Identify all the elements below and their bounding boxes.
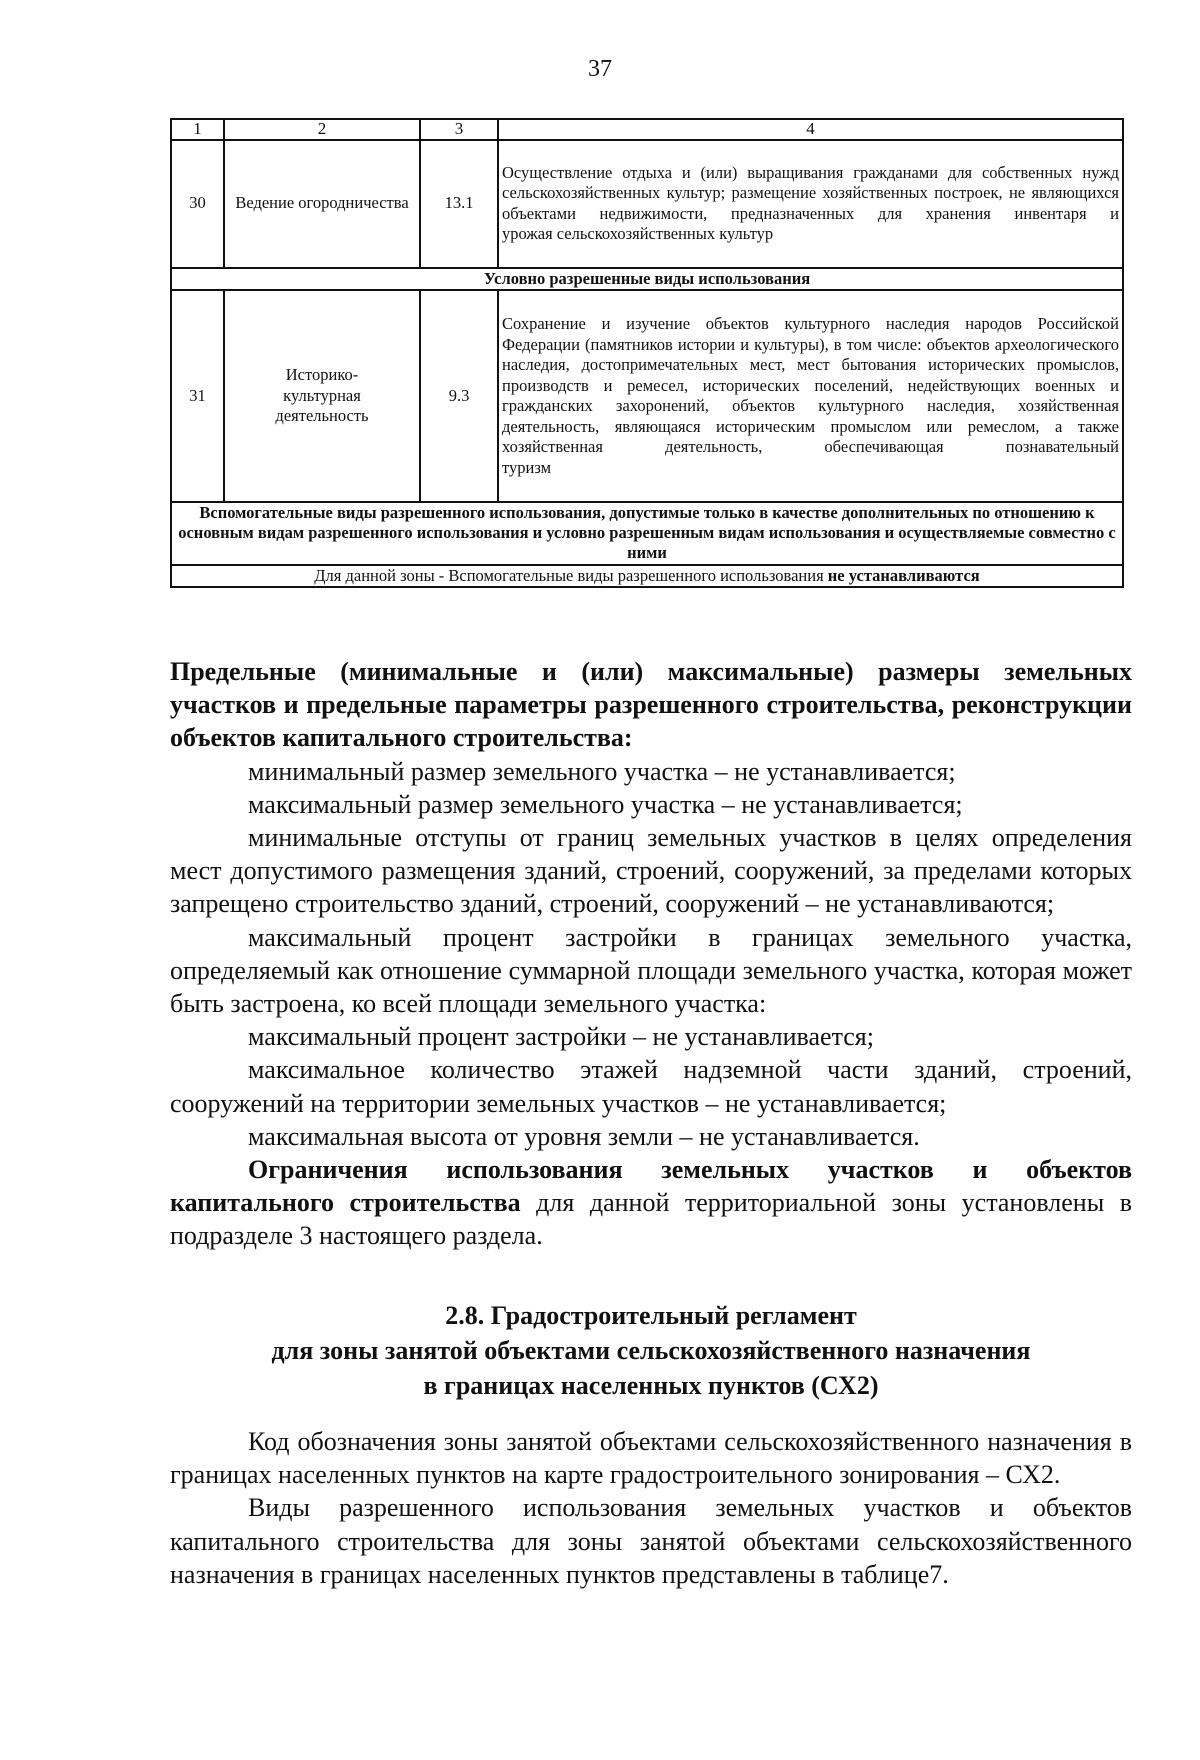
description-text: Осуществление отдыха и (или) выращивания гражданами для собственных нужд сельскохозяйственных культур; размещение хозяйственных построек, не являющихся объектами недвижимости, предназначенных для хранения инвентаря и — [502, 162, 1119, 223]
section-row-conditional — [171, 268, 1123, 290]
table-header-cell: 3 — [420, 119, 498, 140]
limits-item: максимальное количество этажей надземной части зданий, строений, сооружений на территории земельных участков – не устанавливается; — [170, 1055, 1132, 1118]
limits-item: максимальный процент застройки в границах земельного участка, определяемый как отношение суммарной площади земельного участка, которая может быть застроена, ко всей площади земельного участка: — [170, 922, 1132, 1019]
table-row — [171, 140, 1123, 268]
restrictions-bold: Ограничения использования земельных участков и объектов капитального строительства — [170, 1155, 1132, 1218]
use-name-line: культурная — [283, 385, 361, 405]
description-last-line: урожая сельскохозяйственных культур — [502, 224, 774, 244]
limits-item: минимальный размер земельного участка – не устанавливается; — [248, 756, 956, 786]
limits-item: максимальный процент застройки – не устанавливается; — [248, 1022, 874, 1052]
section-title-conditional: Условно разрешенные виды использования — [171, 268, 1123, 290]
section-heading — [170, 1298, 1132, 1403]
table-header-row — [171, 119, 1123, 140]
table-header-cell: 2 — [224, 119, 420, 140]
limits-title: Предельные (минимальные и (или) максимальные) размеры земельных участков и предельные параметры разрешенного строительства, реконструкции объектов капитального строительства: — [170, 657, 1132, 753]
section-row-auxiliary — [171, 502, 1123, 564]
description-last-line: туризм — [502, 457, 552, 477]
note-row — [171, 565, 1123, 587]
table-note — [171, 565, 1123, 587]
table-header-cell: 4 — [498, 119, 1123, 140]
description-text: Сохранение и изучение объектов культурного наследия народов Российской Федерации (памятников истории и культуры), в том числе: объектов археологического наследия, достопримечательных мест, мест бытования исторических промыслов, производств и ремесел, исторических поселений, недействующих военных и гражданских захоронений, объектов культурного наследия, хозяйственная деятельность, являющаяся историческим промыслом или ремеслом, а также хозяйственная деятельность, обеспечивающая познавательный — [502, 314, 1119, 457]
use-types-paragraph: Виды разрешенного использования земельных участков и объектов капитального строительства для зоны занятой объектами сельскохозяйственного назначения в границах населенных пунктов представлены в таблице7. — [170, 1493, 1132, 1589]
row-number: 31 — [171, 290, 224, 502]
limits-block — [170, 655, 1132, 1253]
table-row — [171, 290, 1123, 502]
restrictions-paragraph — [170, 1153, 1132, 1253]
heading-line: для зоны занятой объектами сельскохозяйственного назначения — [271, 1336, 1031, 1365]
row-use-name — [224, 290, 420, 502]
row-use-name: Ведение огородничества — [224, 140, 420, 268]
section-body — [170, 1425, 1132, 1591]
row-use-description — [498, 140, 1123, 268]
land-use-table — [170, 118, 1124, 588]
restrictions-rest: для данной территориальной зоны установлены в подразделе 3 настоящего раздела. — [170, 1188, 1132, 1251]
use-name-line: Историко- — [285, 365, 359, 385]
page-number: 37 — [588, 56, 612, 82]
heading-line: 2.8. Градостроительный регламент — [445, 1301, 857, 1330]
limits-item: минимальные отступы от границ земельных участков в целях определения мест допустимого размещения зданий, строений, сооружений, за пределами которых запрещено строительство зданий, строений, сооружений – не устанавливаются; — [170, 823, 1132, 919]
note-bold: не устанавливаются — [827, 565, 980, 585]
row-use-code: 9.3 — [420, 290, 498, 502]
row-use-description — [498, 290, 1123, 502]
note-prefix: Для данной зоны - Вспомогательные виды разрешенного использования — [314, 565, 828, 585]
limits-item: максимальный размер земельного участка – не устанавливается; — [248, 789, 963, 819]
section-title-auxiliary: Вспомогательные виды разрешенного использования, допустимые только в качестве дополнительных по отношению к основным видам разрешенного использования и условно разрешенным видам использования и осуществляемые совместно с ними — [171, 502, 1123, 564]
use-name-line: деятельность — [275, 406, 369, 426]
row-use-code: 13.1 — [420, 140, 498, 268]
limits-item: максимальная высота от уровня земли – не устанавливается. — [248, 1121, 920, 1151]
table-header-cell: 1 — [171, 119, 224, 140]
row-number: 30 — [171, 140, 224, 268]
heading-line: в границах населенных пунктов (СХ2) — [423, 1371, 879, 1400]
zone-code-paragraph: Код обозначения зоны занятой объектами сельскохозяйственного назначения в границах населенных пунктов на карте градостроительного зонирования – СХ2. — [170, 1427, 1132, 1490]
